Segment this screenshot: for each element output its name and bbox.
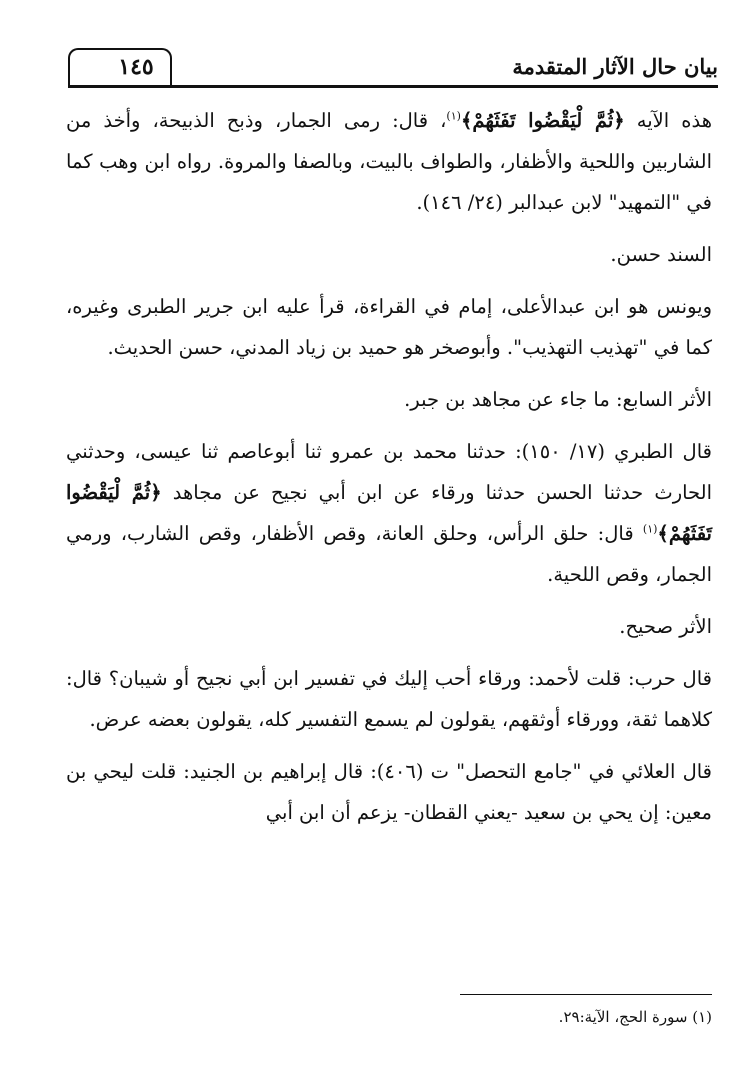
- footnote-ref: (١): [642, 522, 658, 536]
- paragraph-1-start: هذه الآيه: [624, 109, 712, 132]
- header-rule: [68, 85, 718, 88]
- paragraph-5-end: قال: حلق الرأس، وحلق العانة، وقص الأظفار، وقص الشارب، ورمي الجمار، وقص اللحية.: [66, 522, 712, 586]
- paragraph-1-end: ، قال: رمى الجمار، وذبح الذبيحة، وأخذ من الشاربين واللحية والأظفار، والطواف بالبيت، وبالصفا والمروة. رواه ابن وهب كما في "التمهيد" لابن عبدالبر (٢٤/ ١٤٦).: [66, 109, 712, 214]
- paragraph-2: السند حسن.: [610, 243, 712, 266]
- footnote: (١) سورة الحج، الآية:٢٩.: [558, 1008, 712, 1026]
- paragraph-5: [66, 431, 712, 595]
- paragraph-7: قال حرب: قلت لأحمد: ورقاء أحب إليك في تفسير ابن أبي نجيح أو شيبان؟ قال: كلاهما ثقة، وورقاء أوثقهم، يقولون لم يسمع التفسير كله، يقولون بعضه عرض.: [66, 667, 712, 731]
- page-header: [68, 48, 718, 88]
- paragraph-1: [66, 100, 712, 223]
- paragraph-3: ويونس هو ابن عبدالأعلى، إمام في القراءة، قرأ عليه ابن جرير الطبرى وغيره، كما في "تهذيب التهذيب". وأبوصخر هو حميد بن زياد المدني، حسن الحديث.: [66, 295, 712, 359]
- body-text: [66, 100, 712, 844]
- paragraph-5-start: قال الطبري (١٧/ ١٥٠): حدثنا محمد بن عمرو ثنا أبوعاصم ثنا عيسى، وحدثني الحارث حدثنا الحسن حدثنا ورقاء عن ابن أبي نجيح عن مجاهد: [66, 440, 713, 504]
- paragraph-8: قال العلائي في "جامع التحصل" ت (٤٠٦): قال إبراهيم بن الجنيد: قلت ليحي بن معين: إن يحي بن سعيد -يعني القطان- يزعم أن ابن أبي: [66, 760, 713, 824]
- quran-verse: ﴿ثُمَّ لْيَقْضُوا تَفَثَهُمْ﴾: [66, 481, 712, 545]
- footnote-ref: (١): [446, 109, 461, 123]
- footnote-separator: [460, 994, 712, 995]
- paragraph-6: الأثر صحيح.: [619, 615, 712, 638]
- page-number: ١٤٥: [118, 54, 154, 80]
- running-title: بيان حال الآثار المتقدمة: [512, 54, 718, 79]
- quran-verse: ﴿ثُمَّ لْيَقْضُوا تَفَثَهُمْ﴾: [460, 109, 625, 132]
- paragraph-4: الأثر السابع: ما جاء عن مجاهد بن جبر.: [404, 388, 712, 411]
